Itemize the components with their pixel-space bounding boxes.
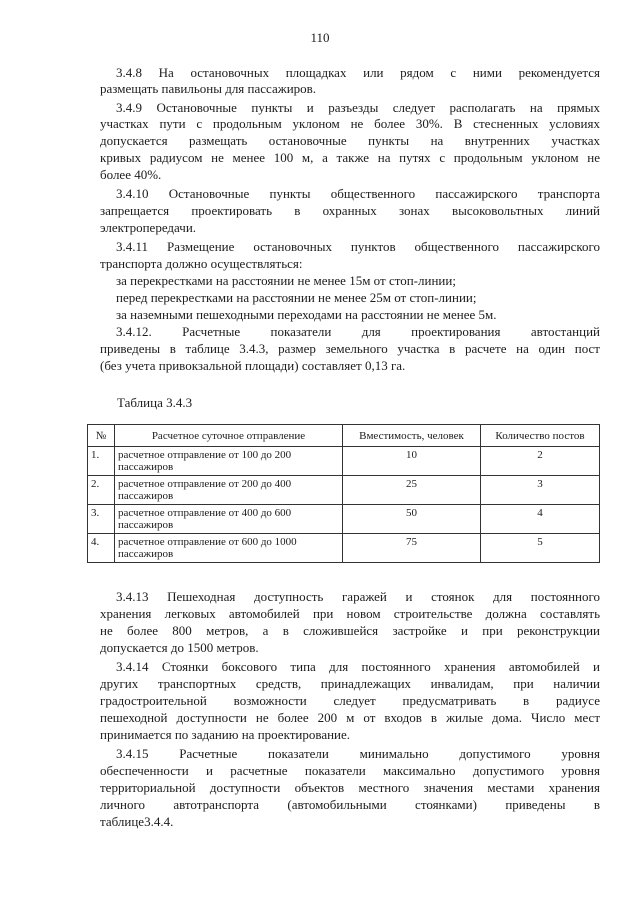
col-header-capacity: Вместимость, человек bbox=[343, 425, 481, 447]
text-line: допускается размещать остановочные пункты на внутренних участках bbox=[100, 133, 600, 148]
text-line: территориальной доступности объектов местного значения местами хранения bbox=[100, 780, 600, 795]
cell-capacity: 10 bbox=[343, 447, 481, 476]
data-table bbox=[87, 424, 600, 563]
text-line: запрещается проектировать в охранных зонах высоковольтных линий bbox=[100, 203, 600, 218]
text-line: 3.4.14 Стоянки боксового типа для постоянного хранения автомобилей и bbox=[116, 659, 600, 674]
text-line: 3.4.12. Расчетные показатели для проектирования автостанций bbox=[116, 324, 600, 339]
list-item: за перекрестками на расстоянии не менее 15м от стоп-линии; bbox=[116, 273, 456, 288]
cell-number: 4. bbox=[88, 534, 115, 563]
text-line: 3.4.11 Размещение остановочных пунктов общественного пассажирского bbox=[116, 239, 600, 254]
cell-number: 2. bbox=[88, 476, 115, 505]
cell-posts: 4 bbox=[481, 505, 600, 534]
text-line: не более 800 метров, а в сложившейся застройке и при реконструкции bbox=[100, 623, 600, 638]
text-line: 3.4.13 Пешеходная доступность гаражей и стоянок для постоянного bbox=[116, 589, 600, 604]
cell-posts: 5 bbox=[481, 534, 600, 563]
text-line: электропередачи. bbox=[100, 220, 197, 235]
table-row bbox=[88, 534, 600, 563]
text-line: 3.4.15 Расчетные показатели минимально допустимого уровня bbox=[116, 746, 600, 761]
text-line: градостроительной возможности следует предусматривать в радиусе bbox=[100, 693, 600, 708]
text-line: допускается до 1500 метров. bbox=[100, 640, 259, 655]
table-caption: Таблица 3.4.3 bbox=[117, 395, 193, 410]
col-header-number: № bbox=[88, 425, 115, 447]
table-row bbox=[88, 447, 600, 476]
cell-capacity: 75 bbox=[343, 534, 481, 563]
text-line: размещать павильоны для пассажиров. bbox=[100, 81, 317, 96]
text-line: приведены в таблице 3.4.3, размер земельного участка в расчете на один пост bbox=[100, 341, 600, 356]
col-header-departure: Расчетное суточное отправление bbox=[115, 425, 343, 447]
cell-capacity: 25 bbox=[343, 476, 481, 505]
col-header-posts: Количество постов bbox=[481, 425, 600, 447]
page-number: 110 bbox=[310, 30, 330, 45]
cell-departure: расчетное отправление от 600 до 1000 пассажиров bbox=[115, 534, 343, 563]
text-line: принимается по заданию на проектирование. bbox=[100, 727, 351, 742]
text-line: 3.4.10 Остановочные пункты общественного пассажирского транспорта bbox=[116, 186, 600, 201]
text-line: других транспортных средств, принадлежащих инвалидам, при наличии bbox=[100, 676, 600, 691]
cell-posts: 2 bbox=[481, 447, 600, 476]
list-item: перед перекрестками на расстоянии не менее 25м от стоп-линии; bbox=[116, 290, 477, 305]
cell-departure: расчетное отправление от 100 до 200 пассажиров bbox=[115, 447, 343, 476]
text-line: личного автотранспорта (автомобильными стоянками) приведены в bbox=[100, 797, 600, 812]
text-line: (без учета привокзальной площади) составляет 0,13 га. bbox=[100, 358, 406, 373]
cell-posts: 3 bbox=[481, 476, 600, 505]
cell-departure: расчетное отправление от 200 до 400 пассажиров bbox=[115, 476, 343, 505]
text-line: 3.4.8 На остановочных площадках или рядом с ними рекомендуется bbox=[116, 65, 600, 80]
text-line: транспорта должно осуществляться: bbox=[100, 256, 303, 271]
table-header-row bbox=[88, 425, 600, 447]
table-row bbox=[88, 476, 600, 505]
list-item: за наземными пешеходными переходами на расстоянии не менее 5м. bbox=[116, 307, 497, 322]
text-line: 3.4.9 Остановочные пункты и разъезды следует располагать на прямых bbox=[116, 100, 600, 115]
text-line: участках пути с продольным уклоном не более 30%. В стесненных условиях bbox=[100, 116, 600, 131]
cell-number: 1. bbox=[88, 447, 115, 476]
cell-number: 3. bbox=[88, 505, 115, 534]
text-line: таблице3.4.4. bbox=[100, 814, 174, 829]
text-line: пешеходной доступности не более 200 м от входов в жилые дома. Число мест bbox=[100, 710, 600, 725]
text-line: более 40%. bbox=[100, 167, 162, 182]
text-line: обеспеченности и расчетные показатели максимально допустимого уровня bbox=[100, 763, 600, 778]
cell-capacity: 50 bbox=[343, 505, 481, 534]
table-row bbox=[88, 505, 600, 534]
cell-departure: расчетное отправление от 400 до 600 пассажиров bbox=[115, 505, 343, 534]
text-line: кривых радиусом не менее 100 м, а также на путях с продольным уклоном не bbox=[100, 150, 600, 165]
text-line: хранения легковых автомобилей при новом строительстве должна составлять bbox=[100, 606, 600, 621]
